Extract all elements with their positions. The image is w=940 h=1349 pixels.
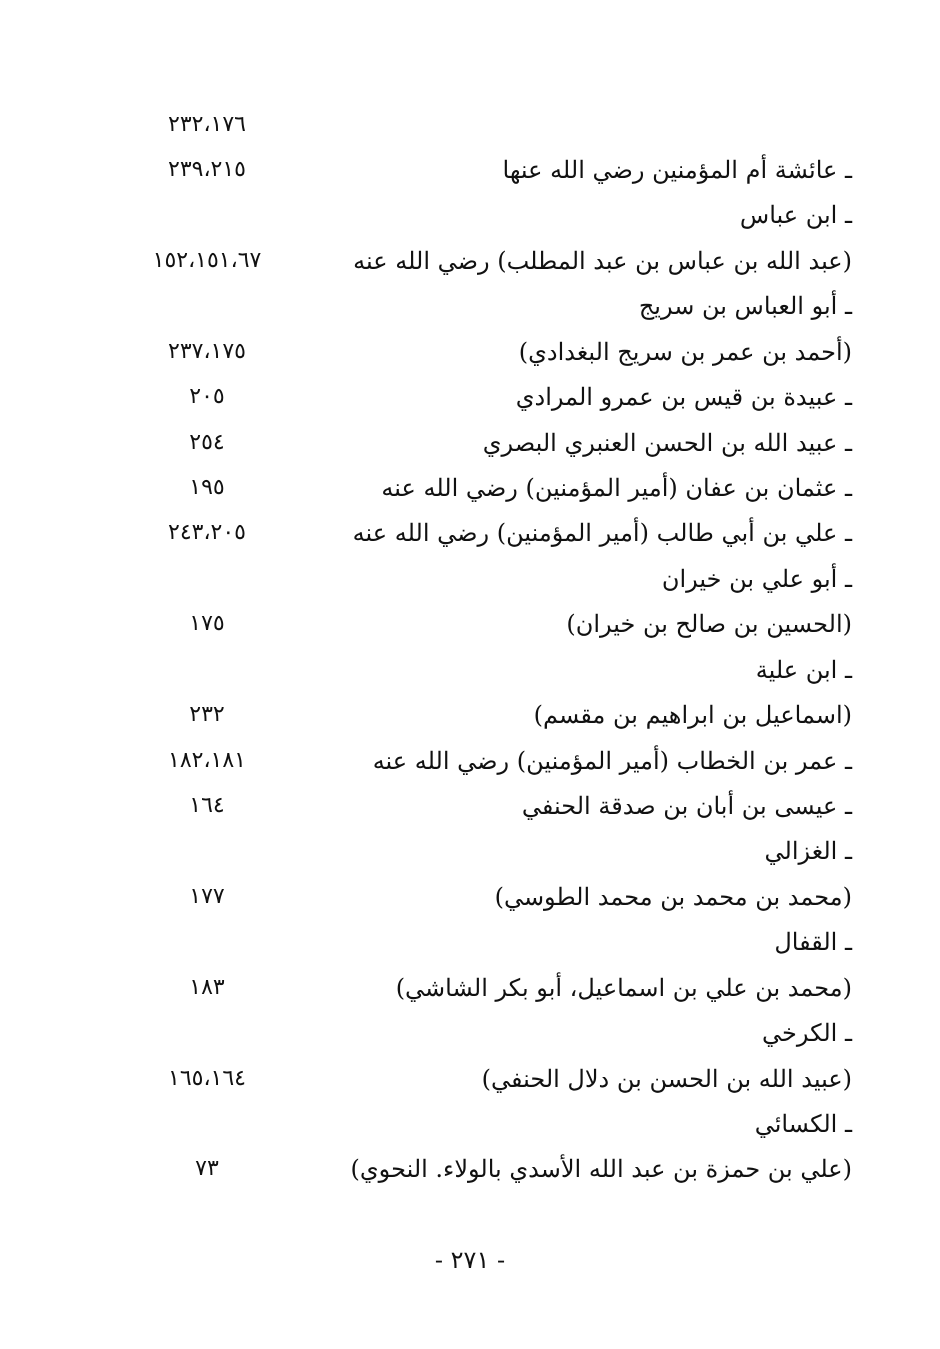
entry-name: (علي بن حمزة بن عبد الله الأسدي بالولاء. النحوي) xyxy=(350,1155,852,1183)
entry-pages: ١٧٧ xyxy=(189,884,225,909)
index-entry xyxy=(100,377,860,417)
entry-name: ـ أبو العباس بن سريج xyxy=(638,292,852,320)
entry-pages: ١٩٥ xyxy=(189,475,225,500)
entry-name: ـ أبو علي بن خيران xyxy=(661,565,852,593)
index-entry xyxy=(100,650,860,690)
entry-pages: ١٦٥،١٦٤ xyxy=(168,1066,246,1091)
index-entry xyxy=(100,286,860,326)
index-entry xyxy=(100,150,860,190)
entry-pages: ١٨٣ xyxy=(189,975,225,1000)
entry-pages: ٢٣٢ xyxy=(189,702,225,727)
index-entry xyxy=(100,1059,860,1099)
entry-name: (الحسين بن صالح بن خيران) xyxy=(566,610,852,638)
entry-name: (محمد بن علي بن اسماعيل، أبو بكر الشاشي) xyxy=(395,974,852,1002)
entry-name: ـ عمر بن الخطاب (أمير المؤمنين) رضي الله عنه xyxy=(372,747,852,775)
entry-name: (اسماعيل بن ابراهيم بن مقسم) xyxy=(533,701,852,729)
index-entry xyxy=(100,423,860,463)
index-entry xyxy=(100,922,860,962)
index-entry xyxy=(100,695,860,735)
entry-pages: ١٦٤ xyxy=(189,793,225,818)
entry-name: ـ عبيد الله بن الحسن العنبري البصري xyxy=(482,429,852,457)
index-entry xyxy=(100,559,860,599)
entry-pages: ١٨٢،١٨١ xyxy=(168,748,246,773)
index-entry xyxy=(100,604,860,644)
index-entry xyxy=(100,1149,860,1189)
index-entry xyxy=(100,968,860,1008)
index-entry xyxy=(100,786,860,826)
entry-name: ـ عبيدة بن قيس بن عمرو المرادي xyxy=(515,383,852,411)
entry-name: ـ علي بن أبي طالب (أمير المؤمنين) رضي الله عنه xyxy=(352,519,852,547)
entry-name: (عبيد الله بن الحسن بن دلال الحنفي) xyxy=(481,1065,852,1093)
entry-name: ـ الكسائي xyxy=(754,1110,852,1138)
entry-pages: ١٧٥ xyxy=(189,611,225,636)
entry-pages: ٢٣٢،١٧٦ xyxy=(168,112,246,137)
index-entry xyxy=(100,332,860,372)
entry-name: ـ عثمان بن عفان (أمير المؤمنين) رضي الله عنه xyxy=(381,474,852,502)
entry-name: ـ ابن علية xyxy=(755,656,852,684)
entry-pages: ٢٠٥ xyxy=(189,384,225,409)
entry-name: ـ ابن عباس xyxy=(739,201,852,229)
entry-pages: ٢٣٩،٢١٥ xyxy=(168,157,246,182)
entry-pages: ٧٣ xyxy=(195,1156,219,1181)
entry-name: ـ القفال xyxy=(774,928,852,956)
index-entry xyxy=(100,241,860,281)
entry-pages: ١٥٢،١٥١،٦٧ xyxy=(152,248,262,273)
index-entry xyxy=(100,831,860,871)
entry-name: ـ الكرخي xyxy=(762,1019,852,1047)
index-entry xyxy=(100,513,860,553)
index-entry xyxy=(100,468,860,508)
entry-pages: ٢٥٤ xyxy=(189,430,225,455)
entry-name: (أحمد بن عمر بن سريج البغدادي) xyxy=(518,338,852,366)
entry-pages: ٢٤٣،٢٠٥ xyxy=(168,520,246,545)
index-entry xyxy=(100,105,860,145)
entry-name: ـ عائشة أم المؤمنين رضي الله عنها xyxy=(502,156,852,184)
index-entry xyxy=(100,195,860,235)
index-entry xyxy=(100,741,860,781)
entry-name: ـ الغزالي xyxy=(764,837,852,865)
index-entry xyxy=(100,1104,860,1144)
index-entry xyxy=(100,1013,860,1053)
entry-name: (عبد الله بن عباس بن عبد المطلب) رضي الله عنه xyxy=(353,247,852,275)
page-number: - ٢٧١ - xyxy=(434,1246,506,1274)
entry-name: ـ عيسى بن أبان بن صدقة الحنفي xyxy=(521,792,852,820)
index-entry xyxy=(100,877,860,917)
entry-pages: ٢٣٧،١٧٥ xyxy=(168,339,246,364)
entry-name: (محمد بن محمد بن محمد الطوسي) xyxy=(494,883,852,911)
